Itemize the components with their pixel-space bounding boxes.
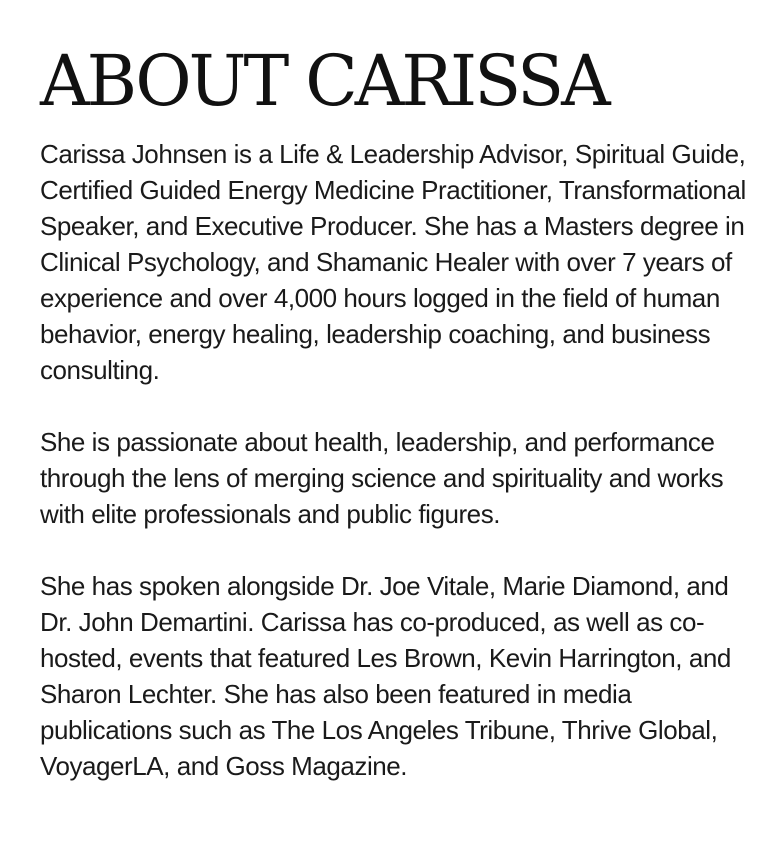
about-section bbox=[40, 38, 765, 784]
page-title: ABOUT CARISSA bbox=[40, 40, 608, 122]
bio-paragraph-2: She is passionate about health, leadership, and performance through the lens of merging science and spirituality and works with elite professionals and public figures. bbox=[40, 427, 724, 529]
bio-paragraph-1: Carissa Johnsen is a Life & Leadership Advisor, Spiritual Guide, Certified Guided Energy Medicine Practitioner, Transformational Speaker, and Executive Producer. She has a Masters degree in Clinical Psychology, and Shamanic Healer with over 7 years of experience and over 4,000 hours logged in the field of human behavior, energy healing, leadership coaching, and business consulting. bbox=[40, 139, 746, 385]
bio-paragraph-3: She has spoken alongside Dr. Joe Vitale, Marie Diamond, and Dr. John Demartini. Carissa has co-produced, as well as co-hosted, events that featured Les Brown, Kevin Harrington, and Sharon Lechter. She has also been featured in media publications such as The Los Angeles Tribune, Thrive Global, VoyagerLA, and Goss Magazine. bbox=[40, 571, 731, 781]
